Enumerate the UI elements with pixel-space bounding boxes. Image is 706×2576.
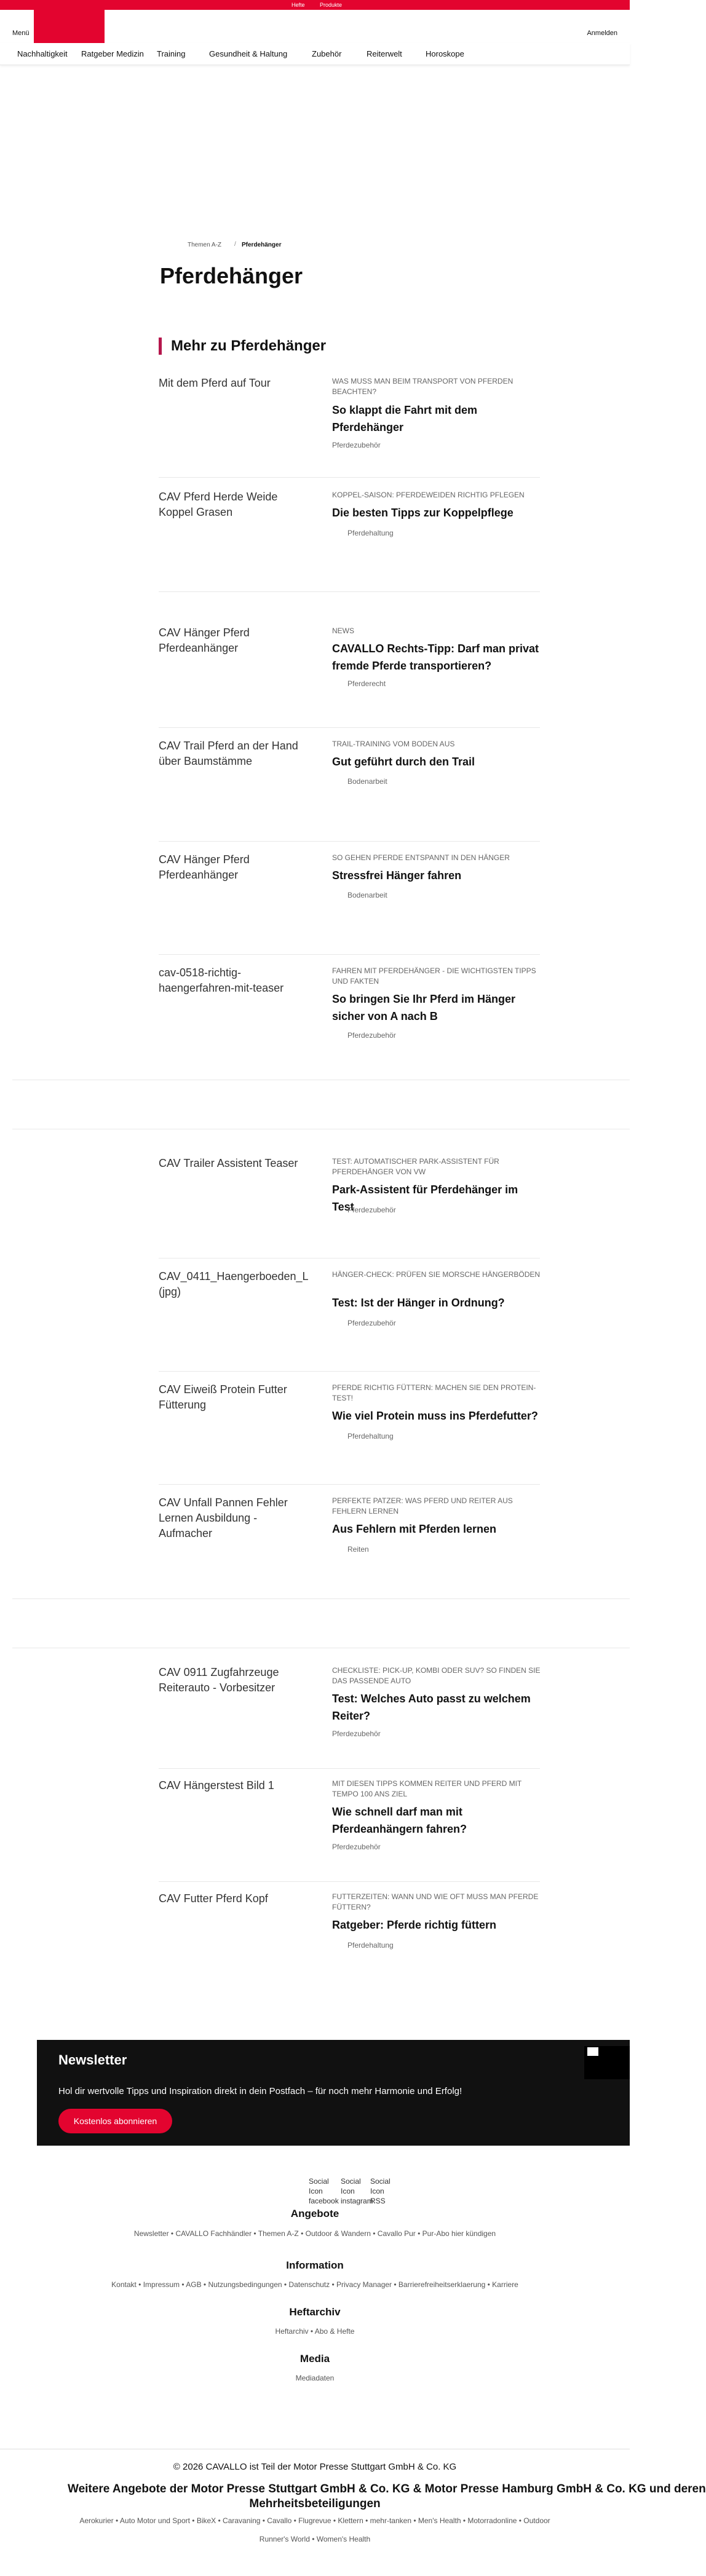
article-image[interactable]: Mit dem Pferd auf Tour — [159, 377, 271, 389]
nav-item-ratgeber-medizin[interactable]: Ratgeber Medizin — [81, 49, 144, 58]
article-kicker: TEST: AUTOMATISCHER PARK-ASSISTENT FÜR PFERDEHÄNGER VON VW — [332, 1157, 499, 1176]
article-tag[interactable]: Pferderecht — [347, 679, 386, 688]
article-tag[interactable]: Bodenarbeit — [347, 891, 387, 899]
article-headline[interactable]: So klappt die Fahrt mit dem Pferdehänger — [332, 404, 478, 433]
article-divider — [159, 841, 540, 842]
article-tag[interactable]: Pferdehaltung — [347, 1432, 394, 1440]
footer-archive-title: Heftarchiv — [289, 2306, 341, 2318]
article-headline[interactable]: Wie viel Protein muss ins Pferdefutter? — [332, 1410, 538, 1422]
article-tag[interactable]: Pferdehaltung — [347, 1941, 394, 1950]
site-logo[interactable] — [34, 10, 105, 43]
article-tag[interactable]: Bodenarbeit — [347, 777, 387, 786]
article-kicker: KOPPEL-SAISON: PFERDEWEIDEN RICHTIG PFLEGEN — [332, 491, 525, 499]
article-tag[interactable]: Pferdezubehör — [347, 1319, 396, 1327]
article-kicker: CHECKLISTE: PICK-UP, KOMBI ODER SUV? SO FINDEN SIE DAS PASSENDE AUTO — [332, 1666, 541, 1685]
article-divider — [159, 477, 540, 478]
article-kicker: FAHREN MIT PFERDEHÄNGER - DIE WICHTIGSTEN TIPPS UND FAKTEN — [332, 966, 536, 986]
article-image[interactable]: CAV 0911 Zugfahrzeuge Reiterauto - Vorbesitzer — [159, 1666, 279, 1694]
article-headline[interactable]: Park-Assistent für Pferdehänger im Test — [332, 1183, 518, 1213]
footer-info-title: Information — [286, 2259, 344, 2271]
article-image[interactable]: CAV Hänger Pferd Pferdeanhänger — [159, 853, 250, 882]
nav-item-reiterwelt[interactable]: Reiterwelt — [367, 49, 402, 58]
article-tag[interactable]: Reiten — [347, 1545, 369, 1554]
facebook-icon[interactable]: Social Icon facebook — [309, 2177, 339, 2206]
newsletter-subscribe-button[interactable]: Kostenlos abonnieren — [58, 2109, 172, 2133]
section-title: Mehr zu Pferdehänger — [171, 338, 327, 354]
article-kicker: FUTTERZEITEN: WANN UND WIE OFT MUSS MAN PFERDE FÜTTERN? — [332, 1892, 539, 1911]
article-kicker: PFERDE RICHTIG FÜTTERN: MACHEN SIE DEN PROTEIN-TEST! — [332, 1383, 536, 1402]
section-divider — [12, 1598, 630, 1599]
footer-offers-links[interactable]: Newsletter • CAVALLO Fachhändler • Themen A-Z • Outdoor & Wandern • Cavallo Pur • Pur-Abo hier kündigen — [133, 2229, 496, 2238]
article-kicker: TRAIL-TRAINING VOM BODEN AUS — [332, 740, 455, 748]
nav-item-horoskope[interactable]: Horoskope — [426, 49, 464, 58]
article-image[interactable]: CAV Hängerstest Bild 1 — [159, 1779, 274, 1792]
nav-item-zubehoer[interactable]: Zubehör — [312, 49, 342, 58]
article-tag[interactable]: Pferdezubehör — [347, 1031, 396, 1040]
newsletter-title: Newsletter — [58, 2052, 127, 2068]
article-tag[interactable]: Pferdehaltung — [347, 529, 394, 537]
article-image[interactable]: CAV Trailer Assistent Teaser — [159, 1157, 298, 1169]
topbar-link-produkte[interactable]: Produkte — [320, 2, 343, 8]
login-button[interactable]: Anmelden — [587, 30, 617, 37]
rss-icon[interactable]: Social Icon RSS — [370, 2177, 391, 2206]
article-tag[interactable]: Pferdezubehör — [332, 1843, 381, 1851]
breadcrumb-separator: / — [234, 241, 236, 248]
nav-item-nachhaltigkeit[interactable]: Nachhaltigkeit — [17, 49, 68, 58]
article-image[interactable]: CAV Pferd Herde Weide Koppel Grasen — [159, 491, 278, 519]
article-divider — [159, 591, 540, 592]
article-headline[interactable]: Die besten Tipps zur Koppelpflege — [332, 507, 514, 519]
article-image[interactable]: CAV Trail Pferd an der Hand über Baumstämme — [159, 740, 298, 768]
footer-media-title: Media — [299, 2353, 330, 2365]
footer-media-links[interactable]: Mediadaten — [295, 2374, 335, 2382]
article-divider — [159, 954, 540, 955]
article-divider — [159, 1881, 540, 1882]
article-tag[interactable]: Pferdezubehör — [332, 441, 381, 449]
newsletter-image-corner — [587, 2047, 598, 2056]
page-title: Pferdehänger — [160, 263, 303, 288]
article-kicker: SO GEHEN PFERDE ENTSPANNT IN DEN HÄNGER — [332, 853, 510, 862]
article-kicker: PERFEKTE PATZER: WAS PFERD UND REITER AUS FEHLERN LERNEN — [332, 1496, 513, 1515]
instagram-icon[interactable]: Social Icon instagram — [341, 2177, 373, 2206]
article-image[interactable]: CAV Eiweiß Protein Futter Fütterung — [159, 1383, 287, 1412]
article-headline[interactable]: Ratgeber: Pferde richtig füttern — [332, 1919, 497, 1931]
footer-offers-title: Angebote — [290, 2208, 339, 2219]
article-image[interactable]: CAV Unfall Pannen Fehler Lernen Ausbildung - Aufmacher — [159, 1496, 288, 1540]
article-tag[interactable]: Pferdezubehör — [347, 1206, 396, 1214]
article-kicker: MIT DIESEN TIPPS KOMMEN REITER UND PFERD MIT TEMPO 100 ANS ZIEL — [332, 1779, 522, 1798]
article-divider — [159, 1768, 540, 1769]
article-divider — [159, 727, 540, 728]
newsletter-text: Hol dir wertvolle Tipps und Inspiration direkt in dein Postfach – für noch mehr Harmonie und Erfolg! — [58, 2086, 462, 2096]
article-headline[interactable]: Test: Ist der Hänger in Ordnung? — [332, 1297, 505, 1309]
article-headline[interactable]: CAVALLO Rechts-Tipp: Darf man privat fremde Pferde transportieren? — [332, 642, 539, 672]
article-tag[interactable]: Pferdezubehör — [332, 1729, 381, 1738]
article-kicker: HÄNGER-CHECK: PRÜFEN SIE MORSCHE HÄNGERBÖDEN — [332, 1270, 541, 1279]
article-headline[interactable]: Test: Welches Auto passt zu welchem Reiter? — [332, 1693, 531, 1722]
section-accent-bar — [159, 338, 162, 355]
article-divider — [159, 1484, 540, 1485]
more-offers-title: Weitere Angebote der Motor Presse Stuttgart GmbH & Co. KG & Motor Presse Hamburg GmbH & Co. KG und deren — [68, 2483, 706, 2495]
article-kicker: WAS MUSS MAN BEIM TRANSPORT VON PFERDEN BEACHTEN? — [332, 377, 514, 396]
article-headline[interactable]: Wie schnell darf man mit Pferdeanhängern fahren? — [332, 1806, 467, 1835]
more-offers-links[interactable]: Aerokurier • Auto Motor und Sport • BikeX • Caravaning • Cavallo • Flugrevue • Klettern • mehr-tanken • Men's Health • Motorradonline • Outdoor — [79, 2516, 550, 2525]
article-kicker: NEWS — [332, 626, 354, 635]
article-image[interactable]: CAV Hänger Pferd Pferdeanhänger — [159, 626, 250, 655]
article-headline[interactable]: Aus Fehlern mit Pferden lernen — [332, 1523, 497, 1535]
breadcrumb-home[interactable]: Themen A-Z — [188, 242, 222, 248]
nav-item-training[interactable]: Training — [157, 49, 186, 58]
footer-archive-links[interactable]: Heftarchiv • Abo & Hefte — [275, 2327, 355, 2336]
article-headline[interactable]: Stressfrei Hänger fahren — [332, 869, 462, 882]
more-offers-links-2[interactable]: Runner's World • Women's Health — [259, 2535, 371, 2543]
article-image[interactable]: CAV Futter Pferd Kopf — [159, 1892, 268, 1905]
article-headline[interactable]: So bringen Sie Ihr Pferd im Hänger sicher von A nach B — [332, 993, 516, 1022]
nav-item-gesundheit-haltung[interactable]: Gesundheit & Haltung — [209, 49, 288, 58]
topbar-link-hefte[interactable]: Hefte — [292, 2, 305, 8]
top-bar — [0, 0, 630, 10]
footer-info-links[interactable]: Kontakt • Impressum • AGB • Nutzungsbedingungen • Datenschutz • Privacy Manager • Barrierefreiheitserklaerung • Karriere — [111, 2280, 518, 2289]
more-offers-title-line2: Mehrheitsbeteiligungen — [249, 2497, 381, 2510]
article-image[interactable]: CAV_0411_Haengerboeden_L (jpg) — [159, 1270, 308, 1298]
article-divider — [159, 1371, 540, 1372]
article-image[interactable]: cav-0518-richtig-haengerfahren-mit-teaser — [159, 966, 284, 995]
breadcrumb-current: Pferdehänger — [242, 242, 282, 248]
copyright: © 2026 CAVALLO ist Teil der Motor Presse Stuttgart GmbH & Co. KG — [173, 2462, 457, 2472]
article-headline[interactable]: Gut geführt durch den Trail — [332, 756, 475, 768]
menu-button[interactable]: Menü — [12, 30, 30, 37]
